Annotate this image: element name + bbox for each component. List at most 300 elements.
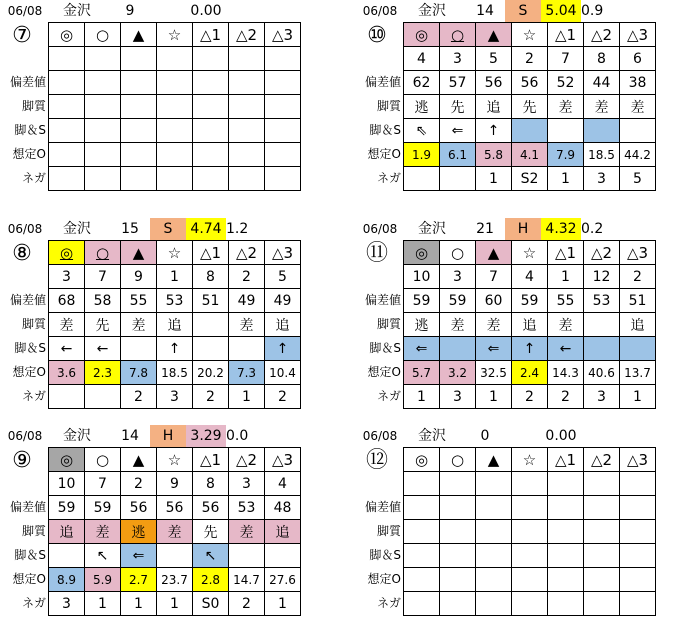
kyakushitsu-cell: 先 bbox=[193, 520, 229, 544]
hensachi-cell bbox=[584, 496, 620, 520]
horse-number-cell: 5 bbox=[476, 47, 512, 71]
marks-cell: ▲ bbox=[476, 23, 512, 47]
header-grade: S bbox=[505, 0, 541, 22]
hensachi-cell bbox=[440, 496, 476, 520]
marks-cell: △2 bbox=[229, 23, 265, 47]
marks-cell: ○ bbox=[440, 241, 476, 265]
soutei-odds-cell: 3.2 bbox=[440, 361, 476, 385]
header-date: 06/08 bbox=[362, 429, 398, 443]
kyakushitsu-cell bbox=[229, 95, 265, 119]
kyakushitsu-cell: 追 bbox=[157, 313, 193, 337]
header-date: 06/08 bbox=[362, 4, 398, 18]
horse-number-row bbox=[404, 265, 656, 289]
row-label-ashi-s-row: 脚＆S bbox=[14, 123, 46, 137]
hensachi-cell: 59 bbox=[512, 289, 548, 313]
soutei-odds-cell bbox=[265, 143, 301, 167]
kyakushitsu-cell: 差 bbox=[476, 313, 512, 337]
race-block-11 bbox=[355, 218, 683, 418]
ashi-s-cell: ↖ bbox=[85, 544, 121, 568]
nega-cell: 1 bbox=[404, 385, 440, 409]
nega-row bbox=[404, 592, 656, 616]
soutei-odds-cell bbox=[476, 568, 512, 592]
marks-cell: ▲ bbox=[121, 448, 157, 472]
marks-cell: △3 bbox=[265, 448, 301, 472]
header-extra: 0.2 bbox=[581, 221, 604, 237]
nega-cell bbox=[193, 167, 229, 191]
marks-cell: ○ bbox=[85, 448, 121, 472]
kyakushitsu-cell bbox=[476, 520, 512, 544]
header-extra: 0.0 bbox=[226, 428, 249, 444]
kyakushitsu-cell: 追 bbox=[512, 313, 548, 337]
soutei-odds-row bbox=[404, 143, 656, 167]
hensachi-cell: 55 bbox=[548, 289, 584, 313]
marks-cell: ▲ bbox=[476, 448, 512, 472]
kyakushitsu-cell: 差 bbox=[121, 313, 157, 337]
soutei-odds-cell: 3.6 bbox=[49, 361, 85, 385]
hensachi-cell bbox=[85, 71, 121, 95]
row-label-hensachi-row: 偏差値 bbox=[364, 500, 401, 514]
marks-cell: △3 bbox=[620, 23, 656, 47]
horse-number-cell: 10 bbox=[404, 265, 440, 289]
kyakushitsu-cell: 逃 bbox=[404, 313, 440, 337]
hensachi-cell: 62 bbox=[404, 71, 440, 95]
nega-cell: 1 bbox=[229, 385, 265, 409]
kyakushitsu-cell: 差 bbox=[157, 520, 193, 544]
row-label-hensachi-row: 偏差値 bbox=[364, 75, 401, 89]
kyakushitsu-row bbox=[49, 520, 301, 544]
soutei-odds-cell: 14.7 bbox=[229, 568, 265, 592]
kyakushitsu-cell bbox=[620, 520, 656, 544]
hensachi-cell: 48 bbox=[265, 496, 301, 520]
horse-number-cell bbox=[440, 472, 476, 496]
marks-cell: △2 bbox=[229, 448, 265, 472]
ashi-s-cell bbox=[157, 544, 193, 568]
prediction-table bbox=[403, 240, 656, 409]
soutei-odds-cell: 1.9 bbox=[404, 143, 440, 167]
hensachi-row bbox=[49, 496, 301, 520]
kyakushitsu-cell: 先 bbox=[440, 95, 476, 119]
nega-cell: S0 bbox=[193, 592, 229, 616]
marks-cell: △1 bbox=[548, 448, 584, 472]
ashi-s-cell: ↑ bbox=[512, 337, 548, 361]
header-extra bbox=[226, 0, 266, 22]
soutei-odds-cell bbox=[193, 143, 229, 167]
hensachi-cell bbox=[49, 71, 85, 95]
nega-cell bbox=[404, 592, 440, 616]
race-number-circle: ⑨ bbox=[12, 448, 32, 473]
kyakushitsu-row bbox=[404, 313, 656, 337]
kyakushitsu-cell: 差 bbox=[49, 313, 85, 337]
ashi-s-cell bbox=[229, 337, 265, 361]
prediction-table bbox=[403, 447, 656, 616]
ashi-s-row bbox=[404, 544, 656, 568]
header-date: 06/08 bbox=[7, 222, 43, 236]
kyakushitsu-cell bbox=[265, 95, 301, 119]
row-label-ashi-s-row: 脚＆S bbox=[369, 548, 401, 562]
horse-number-cell bbox=[49, 47, 85, 71]
header-place: 金沢 bbox=[418, 221, 446, 237]
kyakushitsu-cell bbox=[512, 520, 548, 544]
kyakushitsu-cell: 追 bbox=[49, 520, 85, 544]
marks-cell: △3 bbox=[265, 241, 301, 265]
nega-cell bbox=[620, 592, 656, 616]
hensachi-row bbox=[49, 289, 301, 313]
soutei-odds-row bbox=[404, 568, 656, 592]
header-place: 金沢 bbox=[418, 428, 446, 444]
row-label-kyakushitsu-row: 脚質 bbox=[21, 317, 46, 331]
horse-number-cell: 5 bbox=[265, 265, 301, 289]
horse-number-cell: 4 bbox=[512, 265, 548, 289]
hensachi-cell: 51 bbox=[620, 289, 656, 313]
nega-cell: 2 bbox=[193, 385, 229, 409]
horse-number-cell bbox=[229, 47, 265, 71]
soutei-odds-cell: 18.5 bbox=[584, 143, 620, 167]
race-header bbox=[0, 425, 330, 447]
prediction-table bbox=[48, 240, 301, 409]
marks-cell: ☆ bbox=[157, 23, 193, 47]
soutei-odds-cell: 5.9 bbox=[85, 568, 121, 592]
nega-cell bbox=[49, 167, 85, 191]
horse-number-cell bbox=[404, 472, 440, 496]
hensachi-cell bbox=[512, 496, 548, 520]
soutei-odds-cell: 44.2 bbox=[620, 143, 656, 167]
header-date: 06/08 bbox=[7, 4, 43, 18]
hensachi-cell bbox=[229, 71, 265, 95]
row-label-kyakushitsu-row: 脚質 bbox=[21, 524, 46, 538]
horse-number-cell: 7 bbox=[85, 472, 121, 496]
ashi-s-cell bbox=[157, 119, 193, 143]
marks-cell: △1 bbox=[548, 23, 584, 47]
race-block-7 bbox=[0, 0, 330, 200]
marks-cell: △3 bbox=[620, 241, 656, 265]
hensachi-row bbox=[404, 71, 656, 95]
marks-row bbox=[49, 23, 301, 47]
ashi-s-row bbox=[49, 544, 301, 568]
ashi-s-row bbox=[49, 119, 301, 143]
kyakushitsu-cell: 差 bbox=[548, 313, 584, 337]
hensachi-cell bbox=[404, 496, 440, 520]
kyakushitsu-row bbox=[49, 95, 301, 119]
nega-cell: 2 bbox=[121, 385, 157, 409]
ashi-s-cell bbox=[584, 544, 620, 568]
hensachi-cell: 51 bbox=[193, 289, 229, 313]
kyakushitsu-cell: 逃 bbox=[121, 520, 157, 544]
row-label-soutei-odds-row: 想定O bbox=[12, 147, 46, 161]
marks-cell: △3 bbox=[620, 448, 656, 472]
soutei-odds-row bbox=[49, 361, 301, 385]
header-score: 0.00 bbox=[190, 3, 222, 19]
ashi-s-cell bbox=[49, 544, 85, 568]
kyakushitsu-row bbox=[49, 313, 301, 337]
kyakushitsu-cell: 差 bbox=[85, 520, 121, 544]
nega-cell: 1 bbox=[157, 592, 193, 616]
row-label-soutei-odds-row: 想定O bbox=[367, 147, 401, 161]
ashi-s-cell: ↑ bbox=[265, 337, 301, 361]
kyakushitsu-cell: 先 bbox=[512, 95, 548, 119]
header-grade: H bbox=[505, 218, 541, 240]
kyakushitsu-cell: 追 bbox=[265, 520, 301, 544]
header-num: 9 bbox=[125, 3, 135, 19]
horse-number-cell bbox=[620, 472, 656, 496]
horse-number-cell bbox=[512, 472, 548, 496]
row-label-kyakushitsu-row: 脚質 bbox=[376, 99, 401, 113]
nega-cell: 1 bbox=[548, 167, 584, 191]
horse-number-cell: 3 bbox=[440, 47, 476, 71]
marks-cell: △1 bbox=[193, 23, 229, 47]
row-label-soutei-odds-row: 想定O bbox=[12, 365, 46, 379]
horse-number-cell: 9 bbox=[157, 472, 193, 496]
row-label-ashi-s-row: 脚＆S bbox=[369, 341, 401, 355]
hensachi-cell bbox=[476, 496, 512, 520]
header-num: 0 bbox=[480, 428, 490, 444]
hensachi-cell bbox=[193, 71, 229, 95]
ashi-s-cell: ← bbox=[548, 337, 584, 361]
kyakushitsu-cell: 差 bbox=[548, 95, 584, 119]
hensachi-row bbox=[404, 496, 656, 520]
ashi-s-cell bbox=[121, 337, 157, 361]
ashi-s-cell bbox=[265, 544, 301, 568]
nega-cell bbox=[229, 167, 265, 191]
hensachi-cell: 44 bbox=[584, 71, 620, 95]
header-place: 金沢 bbox=[63, 428, 91, 444]
soutei-odds-cell: 2.3 bbox=[85, 361, 121, 385]
horse-number-cell: 6 bbox=[620, 47, 656, 71]
row-label-soutei-odds-row: 想定O bbox=[367, 572, 401, 586]
ashi-s-row bbox=[49, 337, 301, 361]
soutei-odds-cell: 2.8 bbox=[193, 568, 229, 592]
prediction-table bbox=[48, 22, 301, 191]
nega-cell: 1 bbox=[620, 385, 656, 409]
ashi-s-cell: ← bbox=[85, 337, 121, 361]
marks-cell: ▲ bbox=[476, 241, 512, 265]
horse-number-cell: 3 bbox=[49, 265, 85, 289]
hensachi-row bbox=[404, 289, 656, 313]
nega-cell: 1 bbox=[476, 167, 512, 191]
ashi-s-cell bbox=[440, 544, 476, 568]
marks-cell: ◎ bbox=[49, 448, 85, 472]
nega-cell bbox=[49, 385, 85, 409]
marks-row bbox=[49, 241, 301, 265]
row-label-soutei-odds-row: 想定O bbox=[367, 365, 401, 379]
marks-cell: ☆ bbox=[157, 448, 193, 472]
header-num: 14 bbox=[121, 428, 139, 444]
soutei-odds-cell bbox=[157, 143, 193, 167]
horse-number-row bbox=[404, 47, 656, 71]
horse-number-cell: 7 bbox=[476, 265, 512, 289]
race-block-9 bbox=[0, 425, 330, 625]
soutei-odds-cell: 7.8 bbox=[121, 361, 157, 385]
horse-number-row bbox=[49, 472, 301, 496]
marks-cell: ◎ bbox=[404, 448, 440, 472]
nega-cell bbox=[476, 592, 512, 616]
ashi-s-cell bbox=[440, 337, 476, 361]
horse-number-cell bbox=[85, 47, 121, 71]
horse-number-cell bbox=[265, 47, 301, 71]
marks-cell: ▲ bbox=[121, 23, 157, 47]
marks-cell: △2 bbox=[584, 23, 620, 47]
ashi-s-cell: ↑ bbox=[157, 337, 193, 361]
nega-cell bbox=[85, 167, 121, 191]
nega-cell: 2 bbox=[265, 385, 301, 409]
horse-number-cell: 8 bbox=[584, 47, 620, 71]
nega-cell: 3 bbox=[157, 385, 193, 409]
nega-cell: 1 bbox=[476, 385, 512, 409]
horse-number-row bbox=[49, 47, 301, 71]
soutei-odds-cell bbox=[121, 143, 157, 167]
nega-cell bbox=[85, 385, 121, 409]
ashi-s-cell bbox=[85, 119, 121, 143]
marks-cell: △2 bbox=[229, 241, 265, 265]
horse-number-cell bbox=[548, 472, 584, 496]
nega-cell: 2 bbox=[512, 385, 548, 409]
hensachi-cell: 56 bbox=[512, 71, 548, 95]
soutei-odds-cell bbox=[440, 568, 476, 592]
soutei-odds-cell bbox=[548, 568, 584, 592]
hensachi-cell: 59 bbox=[85, 496, 121, 520]
header-num: 21 bbox=[476, 221, 494, 237]
soutei-odds-cell: 5.8 bbox=[476, 143, 512, 167]
ashi-s-cell bbox=[548, 119, 584, 143]
horse-number-cell bbox=[584, 472, 620, 496]
race-number-circle: ⑧ bbox=[12, 241, 32, 266]
hensachi-cell: 53 bbox=[584, 289, 620, 313]
kyakushitsu-cell bbox=[584, 313, 620, 337]
row-label-nega-row: ネガ bbox=[21, 389, 46, 403]
horse-number-cell: 2 bbox=[620, 265, 656, 289]
soutei-odds-row bbox=[49, 143, 301, 167]
soutei-odds-cell bbox=[584, 568, 620, 592]
soutei-odds-cell bbox=[620, 568, 656, 592]
header-score: 4.32 bbox=[541, 218, 581, 240]
soutei-odds-cell: 7.9 bbox=[548, 143, 584, 167]
row-label-ashi-s-row: 脚＆S bbox=[14, 341, 46, 355]
ashi-s-cell bbox=[229, 544, 265, 568]
ashi-s-cell bbox=[620, 119, 656, 143]
hensachi-cell: 68 bbox=[49, 289, 85, 313]
marks-cell: ☆ bbox=[512, 23, 548, 47]
kyakushitsu-cell bbox=[121, 95, 157, 119]
race-header bbox=[355, 218, 683, 240]
ashi-s-row bbox=[404, 119, 656, 143]
marks-cell: ◎ bbox=[49, 241, 85, 265]
soutei-odds-cell: 8.9 bbox=[49, 568, 85, 592]
header-grade bbox=[505, 425, 541, 447]
hensachi-cell: 49 bbox=[229, 289, 265, 313]
nega-row bbox=[49, 385, 301, 409]
horse-number-cell: 4 bbox=[404, 47, 440, 71]
hensachi-cell: 55 bbox=[121, 289, 157, 313]
ashi-s-cell bbox=[512, 544, 548, 568]
kyakushitsu-cell: 追 bbox=[620, 313, 656, 337]
horse-number-cell: 4 bbox=[265, 472, 301, 496]
nega-cell: S2 bbox=[512, 167, 548, 191]
row-label-soutei-odds-row: 想定O bbox=[12, 572, 46, 586]
kyakushitsu-cell bbox=[193, 95, 229, 119]
soutei-odds-cell: 5.7 bbox=[404, 361, 440, 385]
row-label-nega-row: ネガ bbox=[21, 596, 46, 610]
nega-cell bbox=[512, 592, 548, 616]
nega-cell bbox=[121, 167, 157, 191]
header-date: 06/08 bbox=[362, 222, 398, 236]
soutei-odds-cell bbox=[85, 143, 121, 167]
row-label-hensachi-row: 偏差値 bbox=[9, 75, 46, 89]
horse-number-cell bbox=[121, 47, 157, 71]
kyakushitsu-cell bbox=[404, 520, 440, 544]
horse-number-cell: 8 bbox=[193, 265, 229, 289]
marks-cell: ○ bbox=[85, 241, 121, 265]
nega-row bbox=[404, 167, 656, 191]
hensachi-cell: 38 bbox=[620, 71, 656, 95]
kyakushitsu-cell: 差 bbox=[620, 95, 656, 119]
header-grade: S bbox=[150, 218, 186, 240]
header-extra: 0.9 bbox=[581, 3, 604, 19]
race-number-circle: ⑦ bbox=[12, 23, 32, 48]
row-label-hensachi-row: 偏差値 bbox=[364, 293, 401, 307]
row-label-ashi-s-row: 脚＆S bbox=[369, 123, 401, 137]
hensachi-cell bbox=[121, 71, 157, 95]
hensachi-cell: 59 bbox=[440, 289, 476, 313]
hensachi-cell: 59 bbox=[49, 496, 85, 520]
race-header bbox=[0, 0, 330, 22]
hensachi-row bbox=[49, 71, 301, 95]
horse-number-row bbox=[404, 472, 656, 496]
marks-cell: △1 bbox=[193, 448, 229, 472]
ashi-s-cell bbox=[193, 119, 229, 143]
marks-cell: ○ bbox=[440, 23, 476, 47]
nega-cell bbox=[584, 592, 620, 616]
nega-row bbox=[404, 385, 656, 409]
horse-number-cell: 2 bbox=[229, 265, 265, 289]
header-score: 0.00 bbox=[545, 428, 577, 444]
marks-row bbox=[404, 448, 656, 472]
nega-cell bbox=[265, 167, 301, 191]
ashi-s-cell: ↖ bbox=[193, 544, 229, 568]
nega-cell bbox=[157, 167, 193, 191]
kyakushitsu-cell bbox=[157, 95, 193, 119]
header-score: 3.29 bbox=[186, 425, 226, 447]
prediction-table bbox=[48, 447, 301, 616]
nega-cell: 1 bbox=[85, 592, 121, 616]
kyakushitsu-cell: 追 bbox=[476, 95, 512, 119]
ashi-s-cell: ⇐ bbox=[121, 544, 157, 568]
row-label-nega-row: ネガ bbox=[376, 171, 401, 185]
row-label-nega-row: ネガ bbox=[376, 596, 401, 610]
soutei-odds-cell: 10.4 bbox=[265, 361, 301, 385]
kyakushitsu-row bbox=[404, 95, 656, 119]
ashi-s-cell: ⇐ bbox=[440, 119, 476, 143]
kyakushitsu-cell: 先 bbox=[85, 313, 121, 337]
marks-cell: ○ bbox=[440, 448, 476, 472]
hensachi-cell: 58 bbox=[85, 289, 121, 313]
hensachi-cell: 57 bbox=[440, 71, 476, 95]
row-label-nega-row: ネガ bbox=[376, 389, 401, 403]
ashi-s-cell bbox=[512, 119, 548, 143]
kyakushitsu-cell: 追 bbox=[265, 313, 301, 337]
ashi-s-row bbox=[404, 337, 656, 361]
marks-cell: ☆ bbox=[512, 448, 548, 472]
header-score: 5.04 bbox=[541, 0, 581, 22]
horse-number-row bbox=[49, 265, 301, 289]
soutei-odds-cell: 18.5 bbox=[157, 361, 193, 385]
nega-row bbox=[49, 167, 301, 191]
soutei-odds-cell: 2.4 bbox=[512, 361, 548, 385]
horse-number-cell: 7 bbox=[85, 265, 121, 289]
kyakushitsu-cell bbox=[548, 520, 584, 544]
header-score: 4.74 bbox=[186, 218, 226, 240]
marks-cell: △3 bbox=[265, 23, 301, 47]
race-header bbox=[0, 218, 330, 240]
horse-number-cell: 3 bbox=[440, 265, 476, 289]
